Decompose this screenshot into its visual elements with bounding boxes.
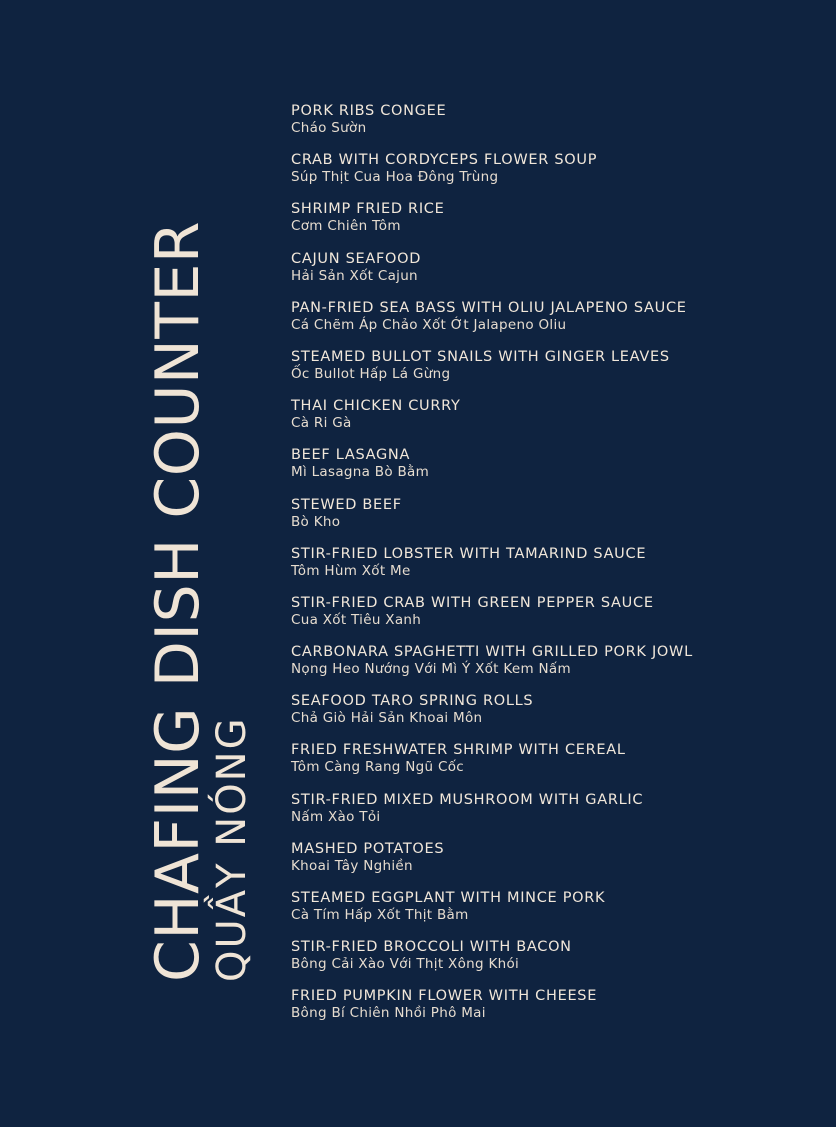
dish-name-en: PAN-FRIED SEA BASS WITH OLIU JALAPENO SAUCE [291,299,687,316]
menu-list [291,103,693,1038]
dish-name-en: STEAMED BULLOT SNAILS WITH GINGER LEAVES [291,348,670,365]
menu-item [291,300,693,349]
dish-name-en: STIR-FRIED CRAB WITH GREEN PEPPER SAUCE [291,594,654,611]
dish-name-en: STEWED BEEF [291,496,402,513]
dish-name-vi: Cháo Sườn [291,120,367,136]
dish-name-vi: Hải Sản Xốt Cajun [291,267,418,284]
dish-name-en: SHRIMP FRIED RICE [291,201,445,218]
dish-name-en: FRIED FRESHWATER SHRIMP WITH CEREAL [291,742,626,759]
dish-name-vi: Tôm Càng Rang Ngũ Cốc [291,759,464,776]
menu-item [291,693,693,742]
dish-name-vi: Bông Cải Xào Với Thịt Xông Khói [291,956,520,973]
dish-name-en: BEEF LASAGNA [291,447,411,464]
dish-name-vi: Nọng Heo Nướng Với Mì Ý Xốt Kem Nấm [291,661,571,678]
dish-name-en: STIR-FRIED MIXED MUSHROOM WITH GARLIC [291,791,644,808]
menu-item [291,152,693,201]
dish-name-vi: Cơm Chiên Tôm [291,218,401,235]
dish-name-vi: Nấm Xào Tỏi [291,808,381,825]
menu-item [291,447,693,496]
dish-name-en: FRIED PUMPKIN FLOWER WITH CHEESE [291,988,598,1005]
page-title: CHAFING DISH COUNTER [143,220,213,982]
dish-name-vi: Khoai Tây Nghiền [291,857,413,874]
menu-item [291,595,693,644]
dish-name-vi: Tôm Hùm Xốt Me [291,562,411,579]
menu-item [291,792,693,841]
menu-item [291,398,693,447]
dish-name-en: CARBONARA SPAGHETTI WITH GRILLED PORK JOWL [291,644,693,661]
dish-name-en: MASHED POTATOES [291,840,445,857]
menu-item [291,546,693,595]
dish-name-vi: Cà Ri Gà [291,415,352,432]
dish-name-vi: Cà Tím Hấp Xốt Thịt Bằm [291,907,469,923]
dish-name-vi: Mì Lasagna Bò Bằm [291,464,430,481]
dish-name-en: THAI CHICKEN CURRY [291,398,461,415]
dish-name-vi: Bò Kho [291,513,341,530]
dish-name-en: SEAFOOD TARO SPRING ROLLS [291,693,534,710]
menu-item [291,841,693,890]
menu-item [291,103,693,152]
menu-item [291,201,693,250]
page-subtitle: QUẦY NÓNG [209,716,255,982]
menu-item [291,349,693,398]
dish-name-vi: Chả Giò Hải Sản Khoai Môn [291,710,483,727]
dish-name-vi: Cá Chẽm Áp Chảo Xốt Ớt Jalapeno Oliu [291,316,567,333]
dish-name-en: PORK RIBS CONGEE [291,103,447,119]
dish-name-vi: Bông Bí Chiên Nhồi Phô Mai [291,1005,486,1022]
dish-name-vi: Súp Thịt Cua Hoa Đông Trùng [291,169,499,186]
menu-item [291,251,693,300]
dish-name-en: STIR-FRIED BROCCOLI WITH BACON [291,939,572,956]
menu-item [291,890,693,939]
menu-item [291,939,693,988]
menu-item [291,988,693,1037]
dish-name-en: CAJUN SEAFOOD [291,250,422,267]
menu-item [291,497,693,546]
menu-item [291,742,693,791]
dish-name-vi: Cua Xốt Tiêu Xanh [291,611,422,628]
dish-name-en: STEAMED EGGPLANT WITH MINCE PORK [291,890,606,906]
dish-name-en: CRAB WITH CORDYCEPS FLOWER SOUP [291,152,598,169]
dish-name-vi: Ốc Bullot Hấp Lá Gừng [291,365,451,382]
dish-name-en: STIR-FRIED LOBSTER WITH TAMARIND SAUCE [291,545,647,562]
menu-item [291,644,693,693]
